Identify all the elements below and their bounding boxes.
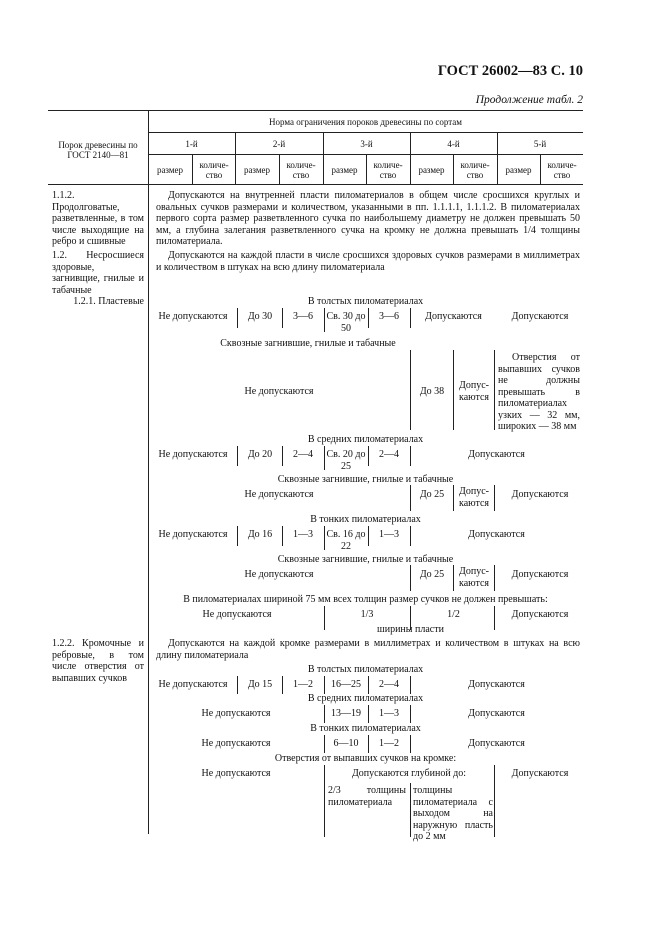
cell-divider	[324, 308, 325, 332]
thin-through-grade5: Допускаются	[511, 569, 569, 580]
cell-divider	[324, 446, 325, 470]
thick-grade4-value: Допускаются	[425, 311, 482, 322]
medium-through-grade5: Допускаются	[511, 489, 569, 500]
allowed-depth-label: Допускаются глубиной до:	[351, 768, 467, 779]
cell-divider	[410, 485, 411, 511]
thick-grade5-value: Допускаются	[511, 311, 569, 322]
sub-divider	[540, 154, 541, 184]
medium-grade1-value: Не допускаются	[158, 449, 228, 460]
cell-divider	[324, 526, 325, 550]
sub-divider	[453, 154, 454, 184]
medium-grade3-size: Св. 20 до 25	[326, 449, 366, 472]
edge-thick-grade3-qty: 2—4	[379, 679, 399, 690]
thin-grade2-size: До 16	[247, 529, 273, 540]
sub-divider	[366, 154, 367, 184]
width75-grades1-2: Не допускаются	[202, 609, 272, 620]
paragraph-unfused-knots: Допускаются на каждой пласти в числе сросшихся здоровых сучков размерами в миллиметрах и количеством в штуках на всю длину пиломатериала	[156, 250, 580, 273]
medium-grades4-5-value: Допускаются	[468, 449, 525, 460]
cell-divider	[324, 705, 325, 723]
section-1-2-label: 1.2. Несросшиеся здоровые, загнивщие, гнилые и табачные	[52, 250, 144, 296]
thick-grade3-qty: 3—6	[379, 311, 399, 322]
depth-through-thickness: толщины пиломатериала с выходом на наружную пласть до 2 мм	[413, 785, 493, 842]
edge-thin-grades4-5: Допускаются	[468, 738, 525, 749]
edge-medium-grades4-5: Допускаются	[468, 708, 525, 719]
depth-two-thirds: 2/3 толщины пиломатериала	[328, 785, 406, 808]
medium-grade2-qty: 2—4	[293, 449, 313, 460]
thin-grade2-qty: 1—3	[293, 529, 313, 540]
cell-divider	[494, 765, 495, 783]
table-top-rule	[48, 110, 583, 111]
grade-4-header: 4-й	[447, 139, 460, 149]
edge-medium-grades1-2: Не допускаются	[201, 708, 271, 719]
thin-through-title: Сквозные загнившие, гнилые и табачные	[277, 554, 454, 565]
body-divider	[148, 184, 149, 834]
page-header: ГОСТ 26002—83 С. 10	[437, 63, 583, 79]
edge-thin-grade3-size: 6—10	[333, 738, 359, 749]
plast-width-label: ширины пласти	[377, 624, 444, 635]
thick-grade3-size: Св. 30 до 50	[326, 311, 366, 334]
edge-medium-grade3-qty: 1—3	[379, 708, 399, 719]
thin-grade1-value: Не допускаются	[158, 529, 228, 540]
thick-through-title: Сквозные загнившие, гнилые и табачные	[220, 338, 396, 349]
section-1-1-2-label: 1.1.2. Продолговатые, разветвленные, в том числе выходящие на ребро и сшивные	[52, 190, 144, 247]
size-header: размер	[505, 165, 532, 175]
grade-2-header: 2-й	[272, 139, 286, 149]
cell-divider	[410, 565, 411, 591]
thin-through-grade4-size: До 25	[419, 569, 445, 580]
cell-divider	[453, 565, 454, 591]
thin-through-grade4-qty: Допус-каются	[458, 566, 489, 589]
cell-divider	[453, 350, 454, 430]
quantity-header: количе-ство	[373, 160, 403, 180]
edge-thin-title: В тонких пиломатериалах	[310, 723, 421, 734]
thin-lumber-title: В тонких пиломатериалах	[310, 514, 421, 525]
grade-1-header: 1-й	[185, 139, 198, 149]
thin-grade3-size: Св. 16 до 22	[326, 529, 366, 552]
quantity-header: количе-ство	[460, 160, 490, 180]
defect-column-header: Порок древесины по ГОСТ 2140—81	[58, 140, 138, 160]
width75-grade5: Допускаются	[511, 609, 569, 620]
edge-thick-grade1: Не допускаются	[158, 679, 228, 690]
holes-note: Отверстия от выпавших сучков не должны превышать в пиломатериалах узких — 32 мм, широких — 38 мм	[498, 352, 580, 432]
quantity-header: количе-ство	[547, 160, 577, 180]
edge-thick-grades4-5: Допускаются	[468, 679, 525, 690]
edge-thin-grade3-qty: 1—2	[379, 738, 399, 749]
thick-grade2-qty: 3—6	[293, 311, 313, 322]
width75-grade4: 1/2	[447, 609, 460, 620]
grade-5-header: 5-й	[533, 139, 547, 149]
head-rule-1	[148, 132, 583, 133]
thick-through-grade4-qty: Допус-каются	[458, 380, 489, 403]
thin-grade3-qty: 1—3	[379, 529, 399, 540]
medium-through-title: Сквозные загнившие, гнилые и табачные	[277, 474, 454, 485]
holes-edge-title: Отверстия от выпавших сучков на кромке:	[274, 753, 457, 764]
size-header: размер	[243, 165, 271, 175]
cell-divider	[494, 485, 495, 511]
cell-divider	[324, 783, 325, 837]
edge-thick-title: В толстых пиломатериалах	[307, 664, 424, 675]
paragraph-branched-knots: Допускаются на внутренней пласти пиломатериалов в общем числе сросшихся круглых и овальных сучков размерами и количеством, указанными в пп. 1.1.1.1, 1.1.1.2. В пиломатериалах первого сорта размер разветвленного сучка по наибольшему диаметру не должен превышать 50 мм, а глубина залегания разветвленного сучка на кромку не должна превышать 1/4 толщины пиломатериала.	[156, 190, 580, 247]
thick-through-grades1-3: Не допускаются	[244, 386, 314, 397]
edge-medium-title: В средних пиломатериалах	[307, 693, 424, 704]
size-header: размер	[331, 165, 358, 175]
grade-3-header: 3-й	[360, 139, 373, 149]
quantity-header: количе-ство	[199, 160, 229, 180]
head-bottom-rule	[48, 184, 583, 185]
cell-divider	[453, 485, 454, 511]
medium-through-grade4-qty: Допус-каются	[458, 486, 489, 509]
thick-grade2-size: До 30	[247, 311, 273, 322]
cell-divider	[494, 350, 495, 430]
holes-edge-grade5: Допускаются	[511, 768, 569, 779]
edge-thick-grade3-size: 16—25	[331, 679, 361, 690]
sub-divider	[192, 154, 193, 184]
cell-divider	[324, 676, 325, 694]
holes-edge-grades1-2: Не допускаются	[201, 768, 271, 779]
medium-through-grades1-3: Не допускаются	[244, 489, 314, 500]
width75-grade3: 1/3	[360, 609, 374, 620]
edge-thin-grades1-2: Не допускаются	[201, 738, 271, 749]
section-1-2-1-label: 1.2.1. Пластевые	[73, 296, 144, 307]
cell-divider	[324, 735, 325, 753]
cell-divider	[410, 783, 411, 837]
quantity-header: количе-ство	[286, 160, 316, 180]
cell-divider	[494, 565, 495, 591]
thin-through-grades1-3: Не допускаются	[244, 569, 314, 580]
thick-lumber-title: В толстых пиломатериалах	[307, 296, 424, 307]
norm-header: Норма ограничения пороков древесины по сортам	[269, 117, 462, 127]
thick-through-grade4-size: До 38	[419, 386, 445, 397]
table-continuation: Продолжение табл. 2	[475, 94, 583, 106]
section-1-2-2-label: 1.2.2. Кромочные и ребровые, в том числе отверстия от выпавших сучков	[52, 638, 144, 684]
thin-grades4-5-value: Допускаются	[468, 529, 525, 540]
medium-grade2-size: До 20	[247, 449, 273, 460]
medium-grade3-qty: 2—4	[379, 449, 399, 460]
cell-divider	[494, 783, 495, 837]
edge-thick-grade2-qty: 1—2	[293, 679, 313, 690]
medium-lumber-title: В средних пиломатериалах	[307, 434, 424, 445]
thick-grade1-value: Не допускаются	[158, 311, 228, 322]
edge-medium-grade3-size: 13—19	[331, 708, 361, 719]
sub-divider	[279, 154, 280, 184]
width75-title: В пиломатериалах шириной 75 мм всех толщин размер сучков не должен превышать:	[183, 594, 548, 605]
cell-divider	[410, 350, 411, 430]
size-header: размер	[156, 165, 184, 175]
medium-through-grade4-size: До 25	[419, 489, 445, 500]
edge-thick-grade2-size: До 15	[247, 679, 273, 690]
paragraph-edge-knots: Допускаются на каждой кромке размерами в миллиметрах и количеством в штуках на всю длину пиломатериала	[156, 638, 580, 661]
size-header: размер	[418, 165, 445, 175]
